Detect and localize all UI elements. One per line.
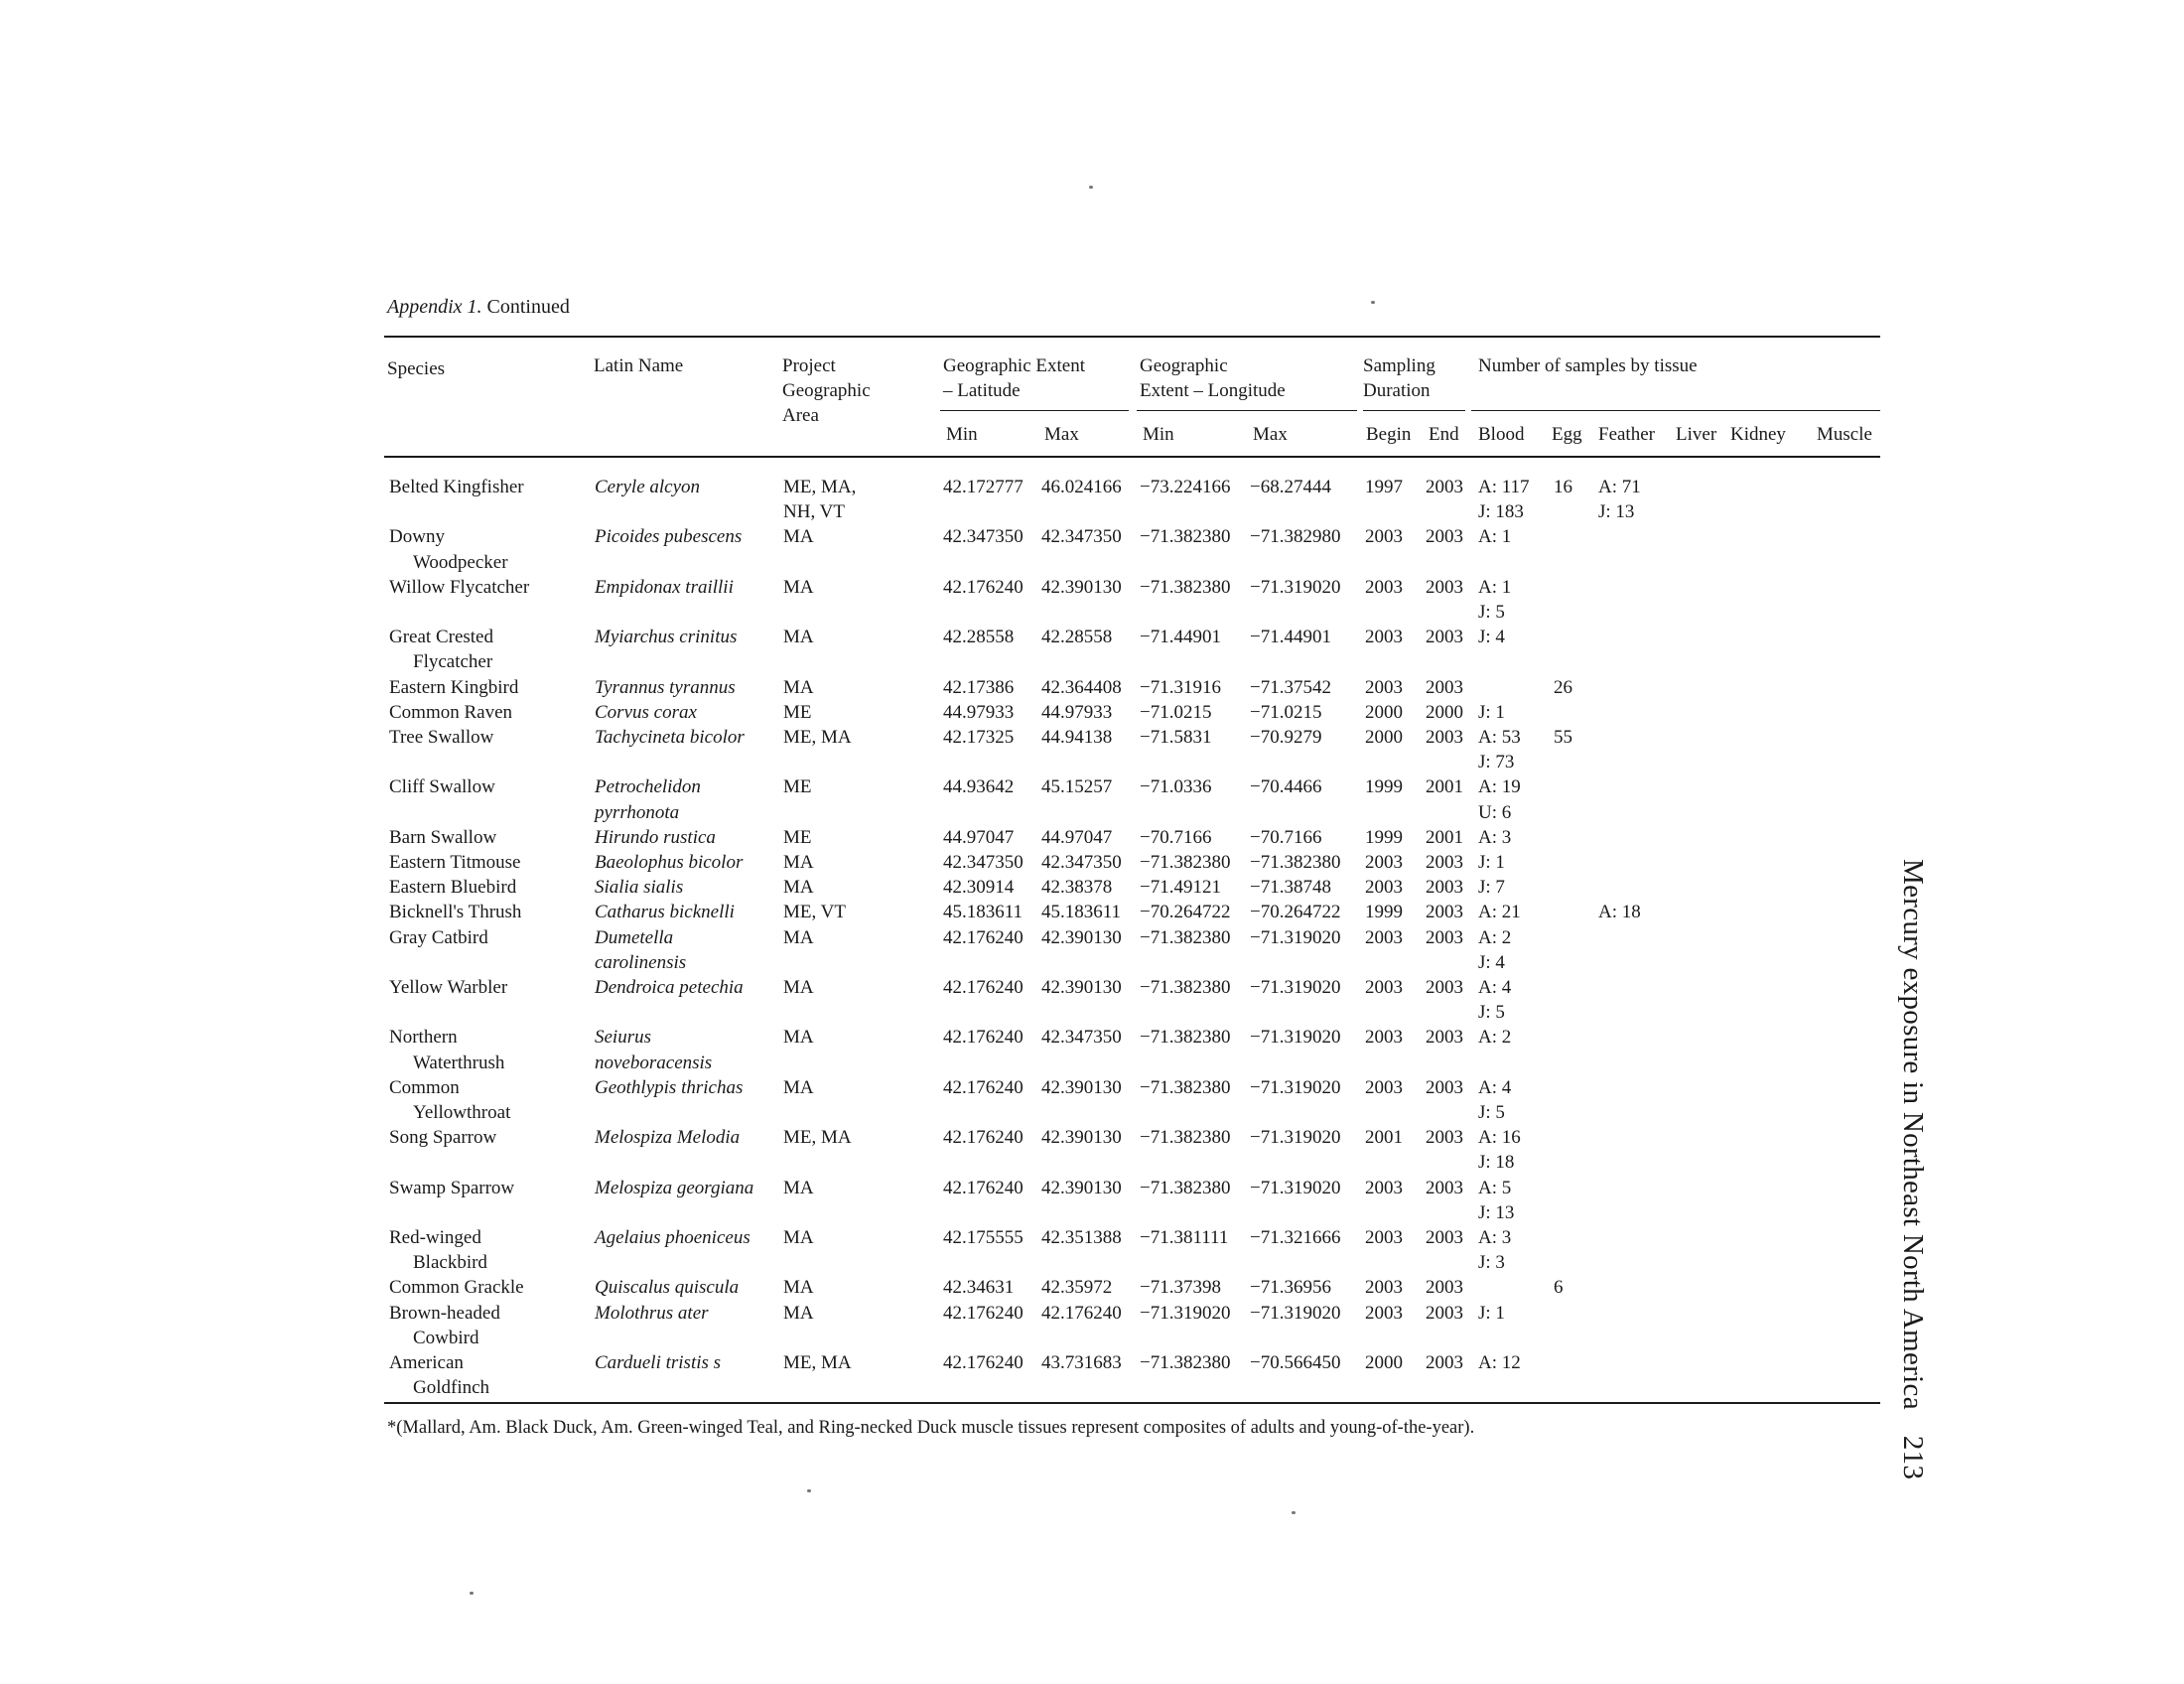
latitude-max-cell: 44.97047 <box>1041 826 1113 848</box>
species-cell: Willow Flycatcher <box>389 576 530 598</box>
species-cell: Gray Catbird <box>389 926 488 948</box>
latitude-max-cell: 46.024166 <box>1041 477 1122 497</box>
end-year-cell: 2003 <box>1426 526 1463 548</box>
area-cell: ME, MA, <box>783 477 857 497</box>
longitude-max-cell: −71.36956 <box>1250 1277 1331 1299</box>
longitude-min-cell: −70.264722 <box>1140 902 1231 923</box>
latitude-min-cell: 42.17325 <box>943 727 1015 748</box>
latitude-min-cell: 42.176240 <box>943 926 1024 948</box>
species-cell: Yellow Warbler <box>389 977 508 998</box>
begin-year-cell: 2000 <box>1365 1352 1403 1373</box>
area-cell: ME, MA <box>783 1352 852 1373</box>
area-cell: MA <box>783 1177 814 1198</box>
blood-cell: J: 1 <box>1478 1302 1505 1324</box>
blood-cell: A: 117 <box>1478 477 1530 497</box>
longitude-min-cell: −71.0336 <box>1140 776 1212 798</box>
blood-cell: A: 3 <box>1478 826 1512 848</box>
table-caption <box>387 296 570 319</box>
header-latin-name: Latin Name <box>594 355 684 376</box>
species-cell: Great Crested <box>389 627 493 648</box>
blood-cell: A: 4 <box>1478 1076 1512 1098</box>
header-tissue: Number of samples by tissue <box>1478 355 1698 376</box>
latitude-min-cell: 42.347350 <box>943 852 1024 873</box>
longitude-min-cell: −71.382380 <box>1140 926 1231 948</box>
longitude-max-cell: −71.319020 <box>1250 1027 1341 1049</box>
begin-year-cell: 2003 <box>1365 1177 1403 1198</box>
header-species: Species <box>387 358 446 379</box>
subheader-muscle: Muscle <box>1817 424 1872 445</box>
latitude-min-cell: 42.176240 <box>943 1127 1024 1149</box>
longitude-min-cell: −71.381111 <box>1140 1227 1229 1248</box>
longitude-max-cell: −71.319020 <box>1250 576 1341 598</box>
longitude-min-cell: −71.382380 <box>1140 1127 1231 1149</box>
latitude-max-cell: 42.176240 <box>1041 1302 1122 1324</box>
scan-speck <box>807 1489 811 1492</box>
blood-cell: A: 16 <box>1478 1127 1521 1149</box>
latitude-min-cell: 45.183611 <box>943 902 1024 923</box>
subheader-feather: Feather <box>1598 424 1655 445</box>
subheader-min: Min <box>1143 424 1174 445</box>
latitude-max-cell: 42.390130 <box>1041 926 1122 948</box>
latin-name-cell: Sialia sialis <box>595 877 684 899</box>
begin-year-cell: 2003 <box>1365 877 1403 899</box>
species-cell: Common <box>389 1076 460 1098</box>
latin-name-cell: Melospiza georgiana <box>595 1177 754 1198</box>
species-cell: Northern <box>389 1027 458 1049</box>
begin-year-cell: 2003 <box>1365 627 1403 648</box>
end-year-cell: 2003 <box>1426 1227 1463 1248</box>
latin-name-cell: Picoides pubescens <box>595 526 743 548</box>
species-cell: Waterthrush <box>413 1052 505 1073</box>
longitude-max-cell: −70.4466 <box>1250 776 1322 798</box>
latin-name-cell: Hirundo rustica <box>595 826 716 848</box>
longitude-max-cell: −71.382380 <box>1250 852 1341 873</box>
subheader-begin: Begin <box>1366 424 1412 445</box>
latitude-max-cell: 45.183611 <box>1041 902 1122 923</box>
longitude-max-cell: −71.319020 <box>1250 1302 1341 1324</box>
begin-year-cell: 2003 <box>1365 1076 1403 1098</box>
blood-cell: J: 3 <box>1478 1252 1505 1274</box>
species-cell: Common Grackle <box>389 1277 524 1299</box>
subheader-liver: Liver <box>1676 424 1717 445</box>
blood-cell: U: 6 <box>1478 801 1512 823</box>
area-cell: ME, MA <box>783 1127 852 1149</box>
blood-cell: A: 4 <box>1478 977 1512 998</box>
species-cell: Goldfinch <box>413 1377 490 1399</box>
begin-year-cell: 2003 <box>1365 977 1403 998</box>
subheader-min: Min <box>946 424 978 445</box>
running-title: Mercury exposure in Northeast North America <box>1897 859 1929 1410</box>
end-year-cell: 2003 <box>1426 1076 1463 1098</box>
species-cell: Song Sparrow <box>389 1127 497 1149</box>
begin-year-cell: 2003 <box>1365 1302 1403 1324</box>
species-cell: Eastern Titmouse <box>389 852 521 873</box>
area-cell: MA <box>783 926 814 948</box>
species-cell: Brown-headed <box>389 1302 500 1324</box>
species-cell: Tree Swallow <box>389 727 494 748</box>
latitude-max-cell: 42.364408 <box>1041 676 1122 698</box>
area-cell: ME <box>783 826 812 848</box>
species-cell: Woodpecker <box>413 551 508 573</box>
longitude-min-cell: −71.44901 <box>1140 627 1221 648</box>
area-cell: ME, VT <box>783 902 846 923</box>
end-year-cell: 2003 <box>1426 852 1463 873</box>
longitude-min-cell: −71.382380 <box>1140 1352 1231 1373</box>
latitude-min-cell: 42.176240 <box>943 977 1024 998</box>
subheader-egg: Egg <box>1552 424 1582 445</box>
blood-cell: J: 1 <box>1478 701 1505 723</box>
longitude-min-cell: −71.382380 <box>1140 852 1231 873</box>
latitude-min-cell: 42.176240 <box>943 1177 1024 1198</box>
species-cell: Eastern Bluebird <box>389 877 517 899</box>
feather-cell: A: 71 <box>1598 477 1641 497</box>
blood-cell: J: 5 <box>1478 1102 1505 1123</box>
end-year-cell: 2003 <box>1426 1302 1463 1324</box>
latitude-min-cell: 44.93642 <box>943 776 1015 798</box>
area-cell: MA <box>783 576 814 598</box>
latin-name-cell: Molothrus ater <box>595 1302 709 1324</box>
latin-name-cell: Quiscalus quiscula <box>595 1277 740 1299</box>
latitude-min-cell: 42.34631 <box>943 1277 1015 1299</box>
latitude-min-cell: 42.175555 <box>943 1227 1024 1248</box>
area-cell: MA <box>783 676 814 698</box>
duration-subrule <box>1363 410 1465 411</box>
end-year-cell: 2001 <box>1426 776 1463 798</box>
species-cell: Cliff Swallow <box>389 776 495 798</box>
caption-label: Appendix 1. <box>387 296 482 318</box>
species-cell: Red-winged <box>389 1227 481 1248</box>
longitude-max-cell: −70.9279 <box>1250 727 1322 748</box>
latitude-max-cell: 42.347350 <box>1041 526 1122 548</box>
end-year-cell: 2003 <box>1426 926 1463 948</box>
area-cell: ME <box>783 701 812 723</box>
area-cell: NH, VT <box>783 501 845 523</box>
header-longitude-line1: Geographic <box>1140 355 1228 376</box>
longitude-max-cell: −71.0215 <box>1250 701 1322 723</box>
longitude-max-cell: −70.7166 <box>1250 826 1322 848</box>
latin-name-cell: Ceryle alcyon <box>595 477 701 497</box>
species-cell: Eastern Kingbird <box>389 676 519 698</box>
species-cell: Bicknell's Thrush <box>389 902 522 923</box>
latitude-max-cell: 44.97933 <box>1041 701 1113 723</box>
area-cell: MA <box>783 1302 814 1324</box>
latitude-max-cell: 42.347350 <box>1041 852 1122 873</box>
latitude-min-cell: 42.30914 <box>943 877 1015 899</box>
latitude-max-cell: 42.390130 <box>1041 576 1122 598</box>
begin-year-cell: 1999 <box>1365 902 1403 923</box>
longitude-min-cell: −71.382380 <box>1140 1076 1231 1098</box>
area-cell: MA <box>783 1076 814 1098</box>
latitude-max-cell: 42.390130 <box>1041 977 1122 998</box>
latitude-min-cell: 42.176240 <box>943 1352 1024 1373</box>
longitude-max-cell: −68.27444 <box>1250 477 1331 497</box>
area-cell: MA <box>783 1277 814 1299</box>
area-cell: MA <box>783 1027 814 1049</box>
longitude-max-cell: −71.321666 <box>1250 1227 1341 1248</box>
latitude-min-cell: 42.347350 <box>943 526 1024 548</box>
latin-name-cell: Petrochelidon <box>595 776 701 798</box>
latitude-min-cell: 42.28558 <box>943 627 1015 648</box>
egg-cell: 6 <box>1554 1277 1564 1299</box>
latitude-min-cell: 42.17386 <box>943 676 1015 698</box>
latitude-min-cell: 42.176240 <box>943 1302 1024 1324</box>
longitude-min-cell: −71.382380 <box>1140 526 1231 548</box>
begin-year-cell: 2003 <box>1365 526 1403 548</box>
blood-cell: A: 21 <box>1478 902 1521 923</box>
blood-cell: J: 5 <box>1478 1002 1505 1024</box>
begin-year-cell: 1999 <box>1365 776 1403 798</box>
begin-year-cell: 2000 <box>1365 727 1403 748</box>
end-year-cell: 2001 <box>1426 826 1463 848</box>
latitude-max-cell: 42.390130 <box>1041 1177 1122 1198</box>
latitude-min-cell: 44.97933 <box>943 701 1015 723</box>
blood-cell: A: 1 <box>1478 576 1512 598</box>
blood-cell: J: 5 <box>1478 602 1505 623</box>
begin-year-cell: 2000 <box>1365 701 1403 723</box>
subheader-max: Max <box>1253 424 1288 445</box>
longitude-max-cell: −71.319020 <box>1250 926 1341 948</box>
blood-cell: A: 3 <box>1478 1227 1512 1248</box>
header-latitude-line1: Geographic Extent <box>943 355 1085 376</box>
longitude-min-cell: −71.0215 <box>1140 701 1212 723</box>
scan-speck <box>1089 186 1093 189</box>
area-cell: MA <box>783 526 814 548</box>
latitude-max-cell: 42.390130 <box>1041 1127 1122 1149</box>
latitude-min-cell: 42.176240 <box>943 1076 1024 1098</box>
feather-cell: J: 13 <box>1598 501 1635 523</box>
latitude-min-cell: 42.172777 <box>943 477 1024 497</box>
longitude-max-cell: −71.319020 <box>1250 1127 1341 1149</box>
blood-cell: J: 18 <box>1478 1152 1515 1174</box>
latin-name-cell: Tyrannus tyrannus <box>595 676 736 698</box>
species-cell: Downy <box>389 526 445 548</box>
latin-name-cell: Baeolophus bicolor <box>595 852 744 873</box>
end-year-cell: 2003 <box>1426 1277 1463 1299</box>
egg-cell: 26 <box>1554 676 1572 698</box>
begin-year-cell: 1997 <box>1365 477 1403 497</box>
blood-cell: A: 2 <box>1478 926 1512 948</box>
longitude-max-cell: −71.37542 <box>1250 676 1331 698</box>
blood-cell: A: 2 <box>1478 1027 1512 1049</box>
header-latitude-line2: – Latitude <box>943 380 1021 401</box>
longitude-min-cell: −71.382380 <box>1140 977 1231 998</box>
latin-name-cell: noveboracensis <box>595 1052 713 1073</box>
subheader-end: End <box>1429 424 1459 445</box>
latitude-min-cell: 42.176240 <box>943 576 1024 598</box>
latin-name-cell: Geothlypis thrichas <box>595 1076 744 1098</box>
blood-cell: A: 5 <box>1478 1177 1512 1198</box>
page-number: 213 <box>1897 1435 1929 1480</box>
blood-cell: J: 73 <box>1478 752 1515 773</box>
latitude-max-cell: 42.28558 <box>1041 627 1113 648</box>
blood-cell: J: 4 <box>1478 951 1505 973</box>
area-cell: MA <box>783 1227 814 1248</box>
species-cell: Flycatcher <box>413 651 493 673</box>
area-cell: MA <box>783 877 814 899</box>
begin-year-cell: 2003 <box>1365 1277 1403 1299</box>
tissue-subrule <box>1471 410 1880 411</box>
begin-year-cell: 2003 <box>1365 926 1403 948</box>
species-cell: Yellowthroat <box>413 1102 511 1123</box>
latitude-max-cell: 42.38378 <box>1041 877 1113 899</box>
blood-cell: A: 12 <box>1478 1352 1521 1373</box>
begin-year-cell: 2003 <box>1365 576 1403 598</box>
end-year-cell: 2003 <box>1426 1127 1463 1149</box>
latitude-min-cell: 42.176240 <box>943 1027 1024 1049</box>
longitude-max-cell: −71.319020 <box>1250 1177 1341 1198</box>
header-area-line1: Project <box>782 355 836 376</box>
latitude-max-cell: 42.35972 <box>1041 1277 1113 1299</box>
begin-year-cell: 2003 <box>1365 1227 1403 1248</box>
end-year-cell: 2000 <box>1426 701 1463 723</box>
begin-year-cell: 2003 <box>1365 1027 1403 1049</box>
longitude-min-cell: −71.5831 <box>1140 727 1212 748</box>
area-cell: ME, MA <box>783 727 852 748</box>
longitude-max-cell: −71.44901 <box>1250 627 1331 648</box>
end-year-cell: 2003 <box>1426 576 1463 598</box>
begin-year-cell: 1999 <box>1365 826 1403 848</box>
area-cell: MA <box>783 627 814 648</box>
area-cell: MA <box>783 977 814 998</box>
header-duration-line2: Duration <box>1363 380 1431 401</box>
scan-speck <box>1292 1511 1296 1514</box>
latitude-max-cell: 42.351388 <box>1041 1227 1122 1248</box>
latitude-max-cell: 42.390130 <box>1041 1076 1122 1098</box>
table-header-rule <box>384 456 1880 458</box>
longitude-min-cell: −71.382380 <box>1140 1177 1231 1198</box>
longitude-max-cell: −71.382980 <box>1250 526 1341 548</box>
species-cell: Swamp Sparrow <box>389 1177 515 1198</box>
scan-speck <box>1371 301 1375 304</box>
header-area-line2: Geographic <box>782 380 871 401</box>
species-cell: Common Raven <box>389 701 513 723</box>
begin-year-cell: 2001 <box>1365 1127 1403 1149</box>
end-year-cell: 2003 <box>1426 1027 1463 1049</box>
species-cell: Blackbird <box>413 1252 487 1274</box>
longitude-max-cell: −71.319020 <box>1250 1076 1341 1098</box>
latin-name-cell: Agelaius phoeniceus <box>595 1227 751 1248</box>
egg-cell: 55 <box>1554 727 1572 748</box>
longitude-max-cell: −70.566450 <box>1250 1352 1341 1373</box>
latin-name-cell: pyrrhonota <box>595 801 680 823</box>
end-year-cell: 2003 <box>1426 902 1463 923</box>
species-cell: Belted Kingfisher <box>389 477 524 497</box>
caption-text: Continued <box>486 296 570 318</box>
latin-name-cell: Tachycineta bicolor <box>595 727 745 748</box>
blood-cell: A: 19 <box>1478 776 1521 798</box>
blood-cell: A: 1 <box>1478 526 1512 548</box>
begin-year-cell: 2003 <box>1365 676 1403 698</box>
running-head <box>1896 859 1929 1479</box>
end-year-cell: 2003 <box>1426 727 1463 748</box>
blood-cell: J: 4 <box>1478 627 1505 648</box>
latin-name-cell: Melospiza Melodia <box>595 1127 741 1149</box>
latitude-max-cell: 45.15257 <box>1041 776 1113 798</box>
species-cell: American <box>389 1352 464 1373</box>
header-longitude-line2: Extent – Longitude <box>1140 380 1286 401</box>
latin-name-cell: Cardueli tristis s <box>595 1352 722 1373</box>
latitude-min-cell: 44.97047 <box>943 826 1015 848</box>
table-footnote: *(Mallard, Am. Black Duck, Am. Green-winged Teal, and Ring-necked Duck muscle tissues represent composites of adults and young-of-the-year). <box>387 1418 1475 1438</box>
longitude-max-cell: −71.319020 <box>1250 977 1341 998</box>
longitude-max-cell: −70.264722 <box>1250 902 1341 923</box>
end-year-cell: 2003 <box>1426 676 1463 698</box>
latin-name-cell: Dumetella <box>595 926 674 948</box>
latitude-max-cell: 42.347350 <box>1041 1027 1122 1049</box>
latin-name-cell: Corvus corax <box>595 701 697 723</box>
table-bottom-rule <box>384 1402 1880 1404</box>
longitude-min-cell: −71.382380 <box>1140 576 1231 598</box>
blood-cell: A: 53 <box>1478 727 1521 748</box>
end-year-cell: 2003 <box>1426 977 1463 998</box>
egg-cell: 16 <box>1554 477 1572 497</box>
blood-cell: J: 183 <box>1478 501 1524 523</box>
longitude-min-cell: −71.37398 <box>1140 1277 1221 1299</box>
latin-name-cell: Myiarchus crinitus <box>595 627 738 648</box>
blood-cell: J: 1 <box>1478 852 1505 873</box>
table-top-rule <box>384 336 1880 338</box>
latin-name-cell: Catharus bicknelli <box>595 902 735 923</box>
end-year-cell: 2003 <box>1426 1177 1463 1198</box>
longitude-min-cell: −70.7166 <box>1140 826 1212 848</box>
blood-cell: J: 7 <box>1478 877 1505 899</box>
end-year-cell: 2003 <box>1426 477 1463 497</box>
longitude-min-cell: −71.49121 <box>1140 877 1221 899</box>
scan-speck <box>470 1592 474 1595</box>
latin-name-cell: Dendroica petechia <box>595 977 744 998</box>
subheader-kidney: Kidney <box>1730 424 1786 445</box>
header-duration-line1: Sampling <box>1363 355 1435 376</box>
longitude-min-cell: −71.382380 <box>1140 1027 1231 1049</box>
feather-cell: A: 18 <box>1598 902 1641 923</box>
longitude-subrule <box>1137 410 1357 411</box>
species-cell: Cowbird <box>413 1327 479 1348</box>
subheader-max: Max <box>1044 424 1079 445</box>
longitude-min-cell: −73.224166 <box>1140 477 1231 497</box>
latin-name-cell: carolinensis <box>595 951 687 973</box>
longitude-min-cell: −71.319020 <box>1140 1302 1231 1324</box>
latitude-subrule <box>940 410 1129 411</box>
header-area-line3: Area <box>782 405 819 426</box>
subheader-blood: Blood <box>1478 424 1525 445</box>
longitude-min-cell: −71.31916 <box>1140 676 1221 698</box>
latin-name-cell: Empidonax traillii <box>595 576 734 598</box>
end-year-cell: 2003 <box>1426 1352 1463 1373</box>
blood-cell: J: 13 <box>1478 1201 1515 1223</box>
area-cell: MA <box>783 852 814 873</box>
latitude-max-cell: 43.731683 <box>1041 1352 1122 1373</box>
area-cell: ME <box>783 776 812 798</box>
latin-name-cell: Seiurus <box>595 1027 651 1049</box>
species-cell: Barn Swallow <box>389 826 497 848</box>
longitude-max-cell: −71.38748 <box>1250 877 1331 899</box>
end-year-cell: 2003 <box>1426 627 1463 648</box>
latitude-max-cell: 44.94138 <box>1041 727 1113 748</box>
end-year-cell: 2003 <box>1426 877 1463 899</box>
begin-year-cell: 2003 <box>1365 852 1403 873</box>
